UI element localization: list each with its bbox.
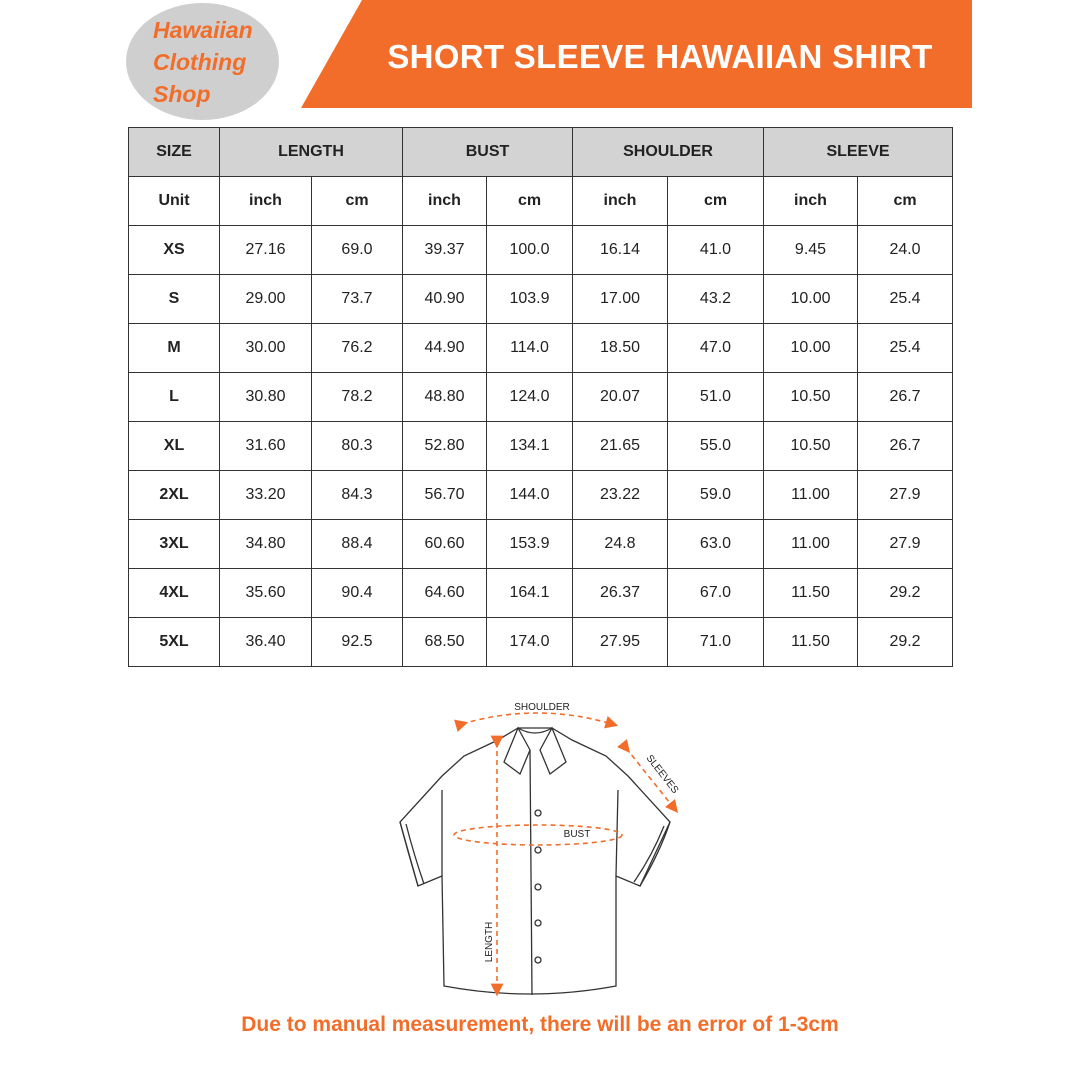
unit-row xyxy=(129,177,953,226)
cell-bust-inch: 60.60 xyxy=(403,520,487,569)
cell-size: M xyxy=(129,324,220,373)
cell-bust-cm: 103.9 xyxy=(487,275,573,324)
cell-sleeve-cm: 29.2 xyxy=(858,618,953,667)
cell-sleeve-inch: 10.00 xyxy=(764,324,858,373)
cell-length-cm: 76.2 xyxy=(312,324,403,373)
header-shoulder: SHOULDER xyxy=(573,128,764,177)
measurement-disclaimer: Due to manual measurement, there will be an error of 1-3cm xyxy=(241,1013,839,1036)
sleeves-label: SLEEVES xyxy=(643,753,681,796)
cell-bust-cm: 114.0 xyxy=(487,324,573,373)
unit-shoulder-inch: inch xyxy=(573,177,668,226)
cell-length-inch: 30.00 xyxy=(220,324,312,373)
unit-sleeve-inch: inch xyxy=(764,177,858,226)
cell-shoulder-inch: 24.8 xyxy=(573,520,668,569)
length-label: LENGTH xyxy=(484,921,495,963)
cell-bust-cm: 153.9 xyxy=(487,520,573,569)
shoulder-label: SHOULDER xyxy=(514,702,570,713)
shirt-measurement-diagram xyxy=(380,690,700,1010)
cell-bust-cm: 164.1 xyxy=(487,569,573,618)
cell-size: S xyxy=(129,275,220,324)
page-title: SHORT SLEEVE HAWAIIAN SHIRT xyxy=(387,38,933,75)
cell-sleeve-inch: 10.50 xyxy=(764,422,858,471)
cell-bust-cm: 134.1 xyxy=(487,422,573,471)
cell-shoulder-inch: 20.07 xyxy=(573,373,668,422)
unit-shoulder-cm: cm xyxy=(668,177,764,226)
cell-shoulder-inch: 16.14 xyxy=(573,226,668,275)
cell-length-inch: 35.60 xyxy=(220,569,312,618)
cell-size: 4XL xyxy=(129,569,220,618)
cell-length-cm: 78.2 xyxy=(312,373,403,422)
cell-length-inch: 34.80 xyxy=(220,520,312,569)
header-size: SIZE xyxy=(129,128,220,177)
cell-bust-inch: 44.90 xyxy=(403,324,487,373)
cell-length-inch: 27.16 xyxy=(220,226,312,275)
cell-bust-inch: 64.60 xyxy=(403,569,487,618)
table-row xyxy=(129,471,953,520)
cell-shoulder-cm: 47.0 xyxy=(668,324,764,373)
header-row xyxy=(129,128,953,177)
unit-bust-cm: cm xyxy=(487,177,573,226)
unit-label: Unit xyxy=(129,177,220,226)
cell-sleeve-cm: 29.2 xyxy=(858,569,953,618)
cell-length-cm: 80.3 xyxy=(312,422,403,471)
cell-shoulder-cm: 67.0 xyxy=(668,569,764,618)
table-row xyxy=(129,226,953,275)
cell-sleeve-inch: 11.50 xyxy=(764,618,858,667)
cell-length-inch: 29.00 xyxy=(220,275,312,324)
cell-sleeve-inch: 9.45 xyxy=(764,226,858,275)
bust-label: BUST xyxy=(563,829,591,840)
cell-shoulder-cm: 59.0 xyxy=(668,471,764,520)
cell-size: 2XL xyxy=(129,471,220,520)
table-row xyxy=(129,324,953,373)
logo-line-2: Clothing xyxy=(153,49,247,75)
cell-shoulder-inch: 26.37 xyxy=(573,569,668,618)
table-row xyxy=(129,275,953,324)
cell-size: 3XL xyxy=(129,520,220,569)
table-row xyxy=(129,569,953,618)
cell-shoulder-cm: 51.0 xyxy=(668,373,764,422)
cell-sleeve-cm: 25.4 xyxy=(858,324,953,373)
logo-line-1: Hawaiian xyxy=(153,17,253,43)
header-sleeve: SLEEVE xyxy=(764,128,953,177)
cell-shoulder-cm: 41.0 xyxy=(668,226,764,275)
table-row xyxy=(129,422,953,471)
cell-length-cm: 69.0 xyxy=(312,226,403,275)
cell-length-cm: 73.7 xyxy=(312,275,403,324)
table-row xyxy=(129,520,953,569)
cell-size: XS xyxy=(129,226,220,275)
cell-length-cm: 90.4 xyxy=(312,569,403,618)
cell-bust-cm: 100.0 xyxy=(487,226,573,275)
cell-sleeve-cm: 27.9 xyxy=(858,520,953,569)
cell-sleeve-inch: 10.00 xyxy=(764,275,858,324)
cell-shoulder-inch: 27.95 xyxy=(573,618,668,667)
cell-sleeve-inch: 11.00 xyxy=(764,471,858,520)
unit-length-cm: cm xyxy=(312,177,403,226)
cell-sleeve-inch: 10.50 xyxy=(764,373,858,422)
cell-shoulder-cm: 71.0 xyxy=(668,618,764,667)
cell-shoulder-cm: 63.0 xyxy=(668,520,764,569)
cell-sleeve-cm: 26.7 xyxy=(858,373,953,422)
unit-bust-inch: inch xyxy=(403,177,487,226)
cell-bust-inch: 40.90 xyxy=(403,275,487,324)
unit-length-inch: inch xyxy=(220,177,312,226)
cell-bust-inch: 56.70 xyxy=(403,471,487,520)
cell-length-inch: 36.40 xyxy=(220,618,312,667)
cell-size: XL xyxy=(129,422,220,471)
cell-shoulder-cm: 43.2 xyxy=(668,275,764,324)
cell-length-inch: 31.60 xyxy=(220,422,312,471)
unit-sleeve-cm: cm xyxy=(858,177,953,226)
cell-shoulder-cm: 55.0 xyxy=(668,422,764,471)
cell-shoulder-inch: 21.65 xyxy=(573,422,668,471)
cell-length-inch: 30.80 xyxy=(220,373,312,422)
cell-bust-inch: 39.37 xyxy=(403,226,487,275)
cell-bust-cm: 174.0 xyxy=(487,618,573,667)
table-row xyxy=(129,373,953,422)
shoulder-arrow xyxy=(462,713,612,724)
size-chart-table xyxy=(128,127,953,667)
shirt-icon xyxy=(400,728,670,995)
table-row xyxy=(129,618,953,667)
cell-length-cm: 88.4 xyxy=(312,520,403,569)
cell-bust-cm: 144.0 xyxy=(487,471,573,520)
cell-sleeve-cm: 26.7 xyxy=(858,422,953,471)
cell-bust-inch: 68.50 xyxy=(403,618,487,667)
cell-length-inch: 33.20 xyxy=(220,471,312,520)
cell-length-cm: 92.5 xyxy=(312,618,403,667)
cell-bust-cm: 124.0 xyxy=(487,373,573,422)
cell-bust-inch: 52.80 xyxy=(403,422,487,471)
header-bust: BUST xyxy=(403,128,573,177)
cell-shoulder-inch: 17.00 xyxy=(573,275,668,324)
cell-shoulder-inch: 18.50 xyxy=(573,324,668,373)
cell-size: 5XL xyxy=(129,618,220,667)
bust-ellipse xyxy=(454,825,622,845)
cell-sleeve-cm: 27.9 xyxy=(858,471,953,520)
cell-sleeve-cm: 25.4 xyxy=(858,275,953,324)
logo-line-3: Shop xyxy=(153,81,211,107)
header-length: LENGTH xyxy=(220,128,403,177)
cell-shoulder-inch: 23.22 xyxy=(573,471,668,520)
cell-bust-inch: 48.80 xyxy=(403,373,487,422)
cell-sleeve-inch: 11.00 xyxy=(764,520,858,569)
cell-length-cm: 84.3 xyxy=(312,471,403,520)
cell-sleeve-cm: 24.0 xyxy=(858,226,953,275)
cell-size: L xyxy=(129,373,220,422)
cell-sleeve-inch: 11.50 xyxy=(764,569,858,618)
